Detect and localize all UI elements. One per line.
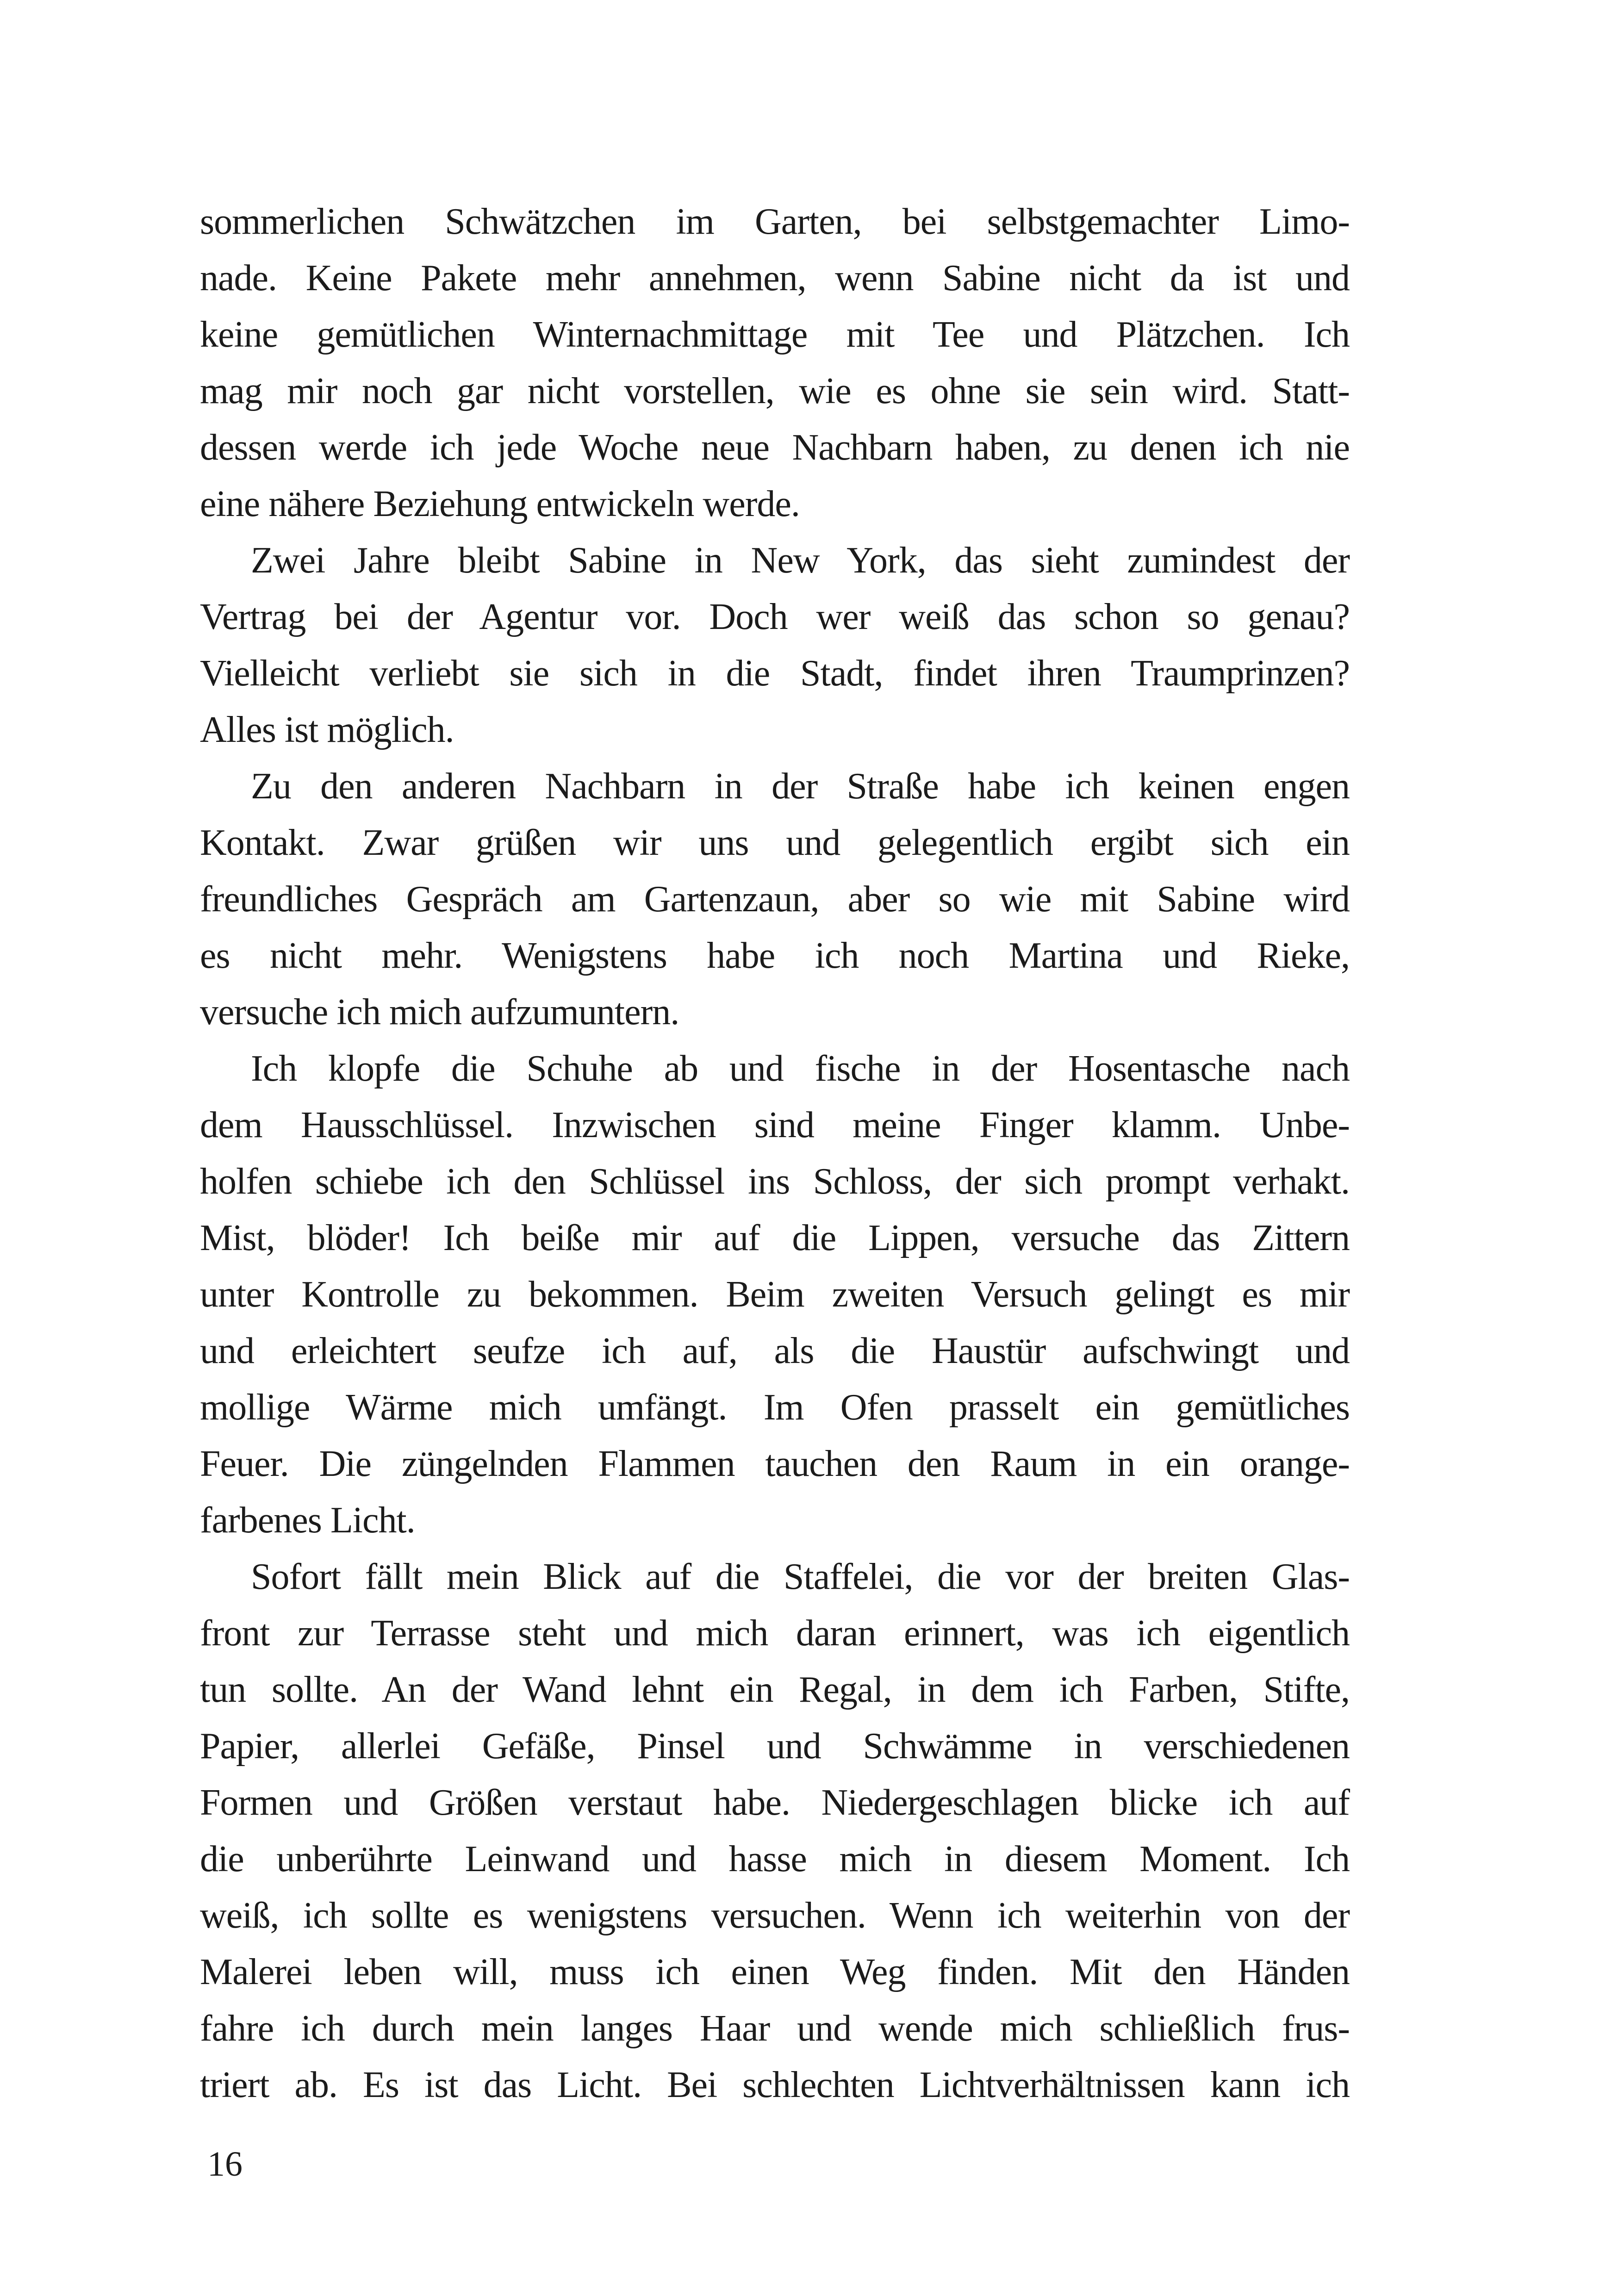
paragraph bbox=[200, 193, 1350, 532]
text-line: Vertrag bei der Agentur vor. Doch wer weiß das schon so genau? bbox=[200, 597, 1350, 637]
text-line: die unberührte Leinwand und hasse mich in diesem Moment. Ich bbox=[200, 1839, 1350, 1879]
text-line: mollige Wärme mich umfängt. Im Ofen prasselt ein gemütliches bbox=[200, 1387, 1350, 1428]
text-line: fahre ich durch mein langes Haar und wende mich schließlich frus- bbox=[200, 2008, 1350, 2049]
text-line: Kontakt. Zwar grüßen wir uns und gelegentlich ergibt sich ein bbox=[200, 822, 1350, 863]
text-line: nade. Keine Pakete mehr annehmen, wenn Sabine nicht da ist und bbox=[200, 258, 1350, 299]
text-line: Feuer. Die züngelnden Flammen tauchen den Raum in ein orange- bbox=[200, 1444, 1350, 1484]
text-line: keine gemütlichen Winternachmittage mit Tee und Plätzchen. Ich bbox=[200, 314, 1350, 355]
text-line: dessen werde ich jede Woche neue Nachbarn haben, zu denen ich nie bbox=[200, 427, 1350, 468]
text-line: unter Kontrolle zu bekommen. Beim zweiten Versuch gelingt es mir bbox=[200, 1274, 1350, 1315]
text-line: Zwei Jahre bleibt Sabine in New York, das sieht zumindest der bbox=[251, 540, 1350, 581]
text-line: tun sollte. An der Wand lehnt ein Regal, in dem ich Farben, Stifte, bbox=[200, 1669, 1350, 1710]
text-line: und erleichtert seufze ich auf, als die Haustür aufschwingt und bbox=[200, 1331, 1350, 1371]
text-line: farbenes Licht. bbox=[200, 1500, 415, 1541]
text-line: Ich klopfe die Schuhe ab und fische in der Hosentasche nach bbox=[251, 1048, 1350, 1089]
text-line: Formen und Größen verstaut habe. Niedergeschlagen blicke ich auf bbox=[200, 1782, 1350, 1823]
text-line: sommerlichen Schwätzchen im Garten, bei selbstgemachter Limo- bbox=[200, 201, 1350, 242]
text-line: Zu den anderen Nachbarn in der Straße habe ich keinen engen bbox=[251, 766, 1350, 807]
text-line: mag mir noch gar nicht vorstellen, wie es ohne sie sein wird. Statt- bbox=[200, 371, 1350, 411]
text-line: eine nähere Beziehung entwickeln werde. bbox=[200, 484, 800, 524]
text-line: Alles ist möglich. bbox=[200, 709, 454, 750]
paragraph bbox=[200, 1549, 1350, 2113]
text-line: versuche ich mich aufzumuntern. bbox=[200, 992, 679, 1033]
text-line: Mist, blöder! Ich beiße mir auf die Lippen, versuche das Zittern bbox=[200, 1218, 1350, 1258]
text-line: weiß, ich sollte es wenigstens versuchen. Wenn ich weiterhin von der bbox=[200, 1895, 1350, 1936]
text-line: Papier, allerlei Gefäße, Pinsel und Schwämme in verschiedenen bbox=[200, 1726, 1350, 1767]
paragraph bbox=[200, 758, 1350, 1040]
paragraph bbox=[200, 1040, 1350, 1549]
text-line: Malerei leben will, muss ich einen Weg finden. Mit den Händen bbox=[200, 1952, 1350, 1992]
text-line: Vielleicht verliebt sie sich in die Stadt, findet ihren Traumprinzen? bbox=[200, 653, 1350, 694]
paragraph bbox=[200, 532, 1350, 758]
text-line: triert ab. Es ist das Licht. Bei schlechten Lichtverhältnissen kann ich bbox=[200, 2065, 1350, 2105]
text-line: holfen schiebe ich den Schlüssel ins Schloss, der sich prompt verhakt. bbox=[200, 1161, 1350, 1202]
text-line: dem Hausschlüssel. Inzwischen sind meine Finger klamm. Unbe- bbox=[200, 1105, 1350, 1145]
text-line: es nicht mehr. Wenigstens habe ich noch Martina und Rieke, bbox=[200, 935, 1350, 976]
page-text-block bbox=[200, 193, 1350, 2113]
text-line: front zur Terrasse steht und mich daran erinnert, was ich eigentlich bbox=[200, 1613, 1350, 1654]
page-number: 16 bbox=[207, 2145, 243, 2184]
text-line: freundliches Gespräch am Gartenzaun, aber so wie mit Sabine wird bbox=[200, 879, 1350, 920]
text-line: Sofort fällt mein Blick auf die Staffelei, die vor der breiten Glas- bbox=[251, 1556, 1350, 1597]
